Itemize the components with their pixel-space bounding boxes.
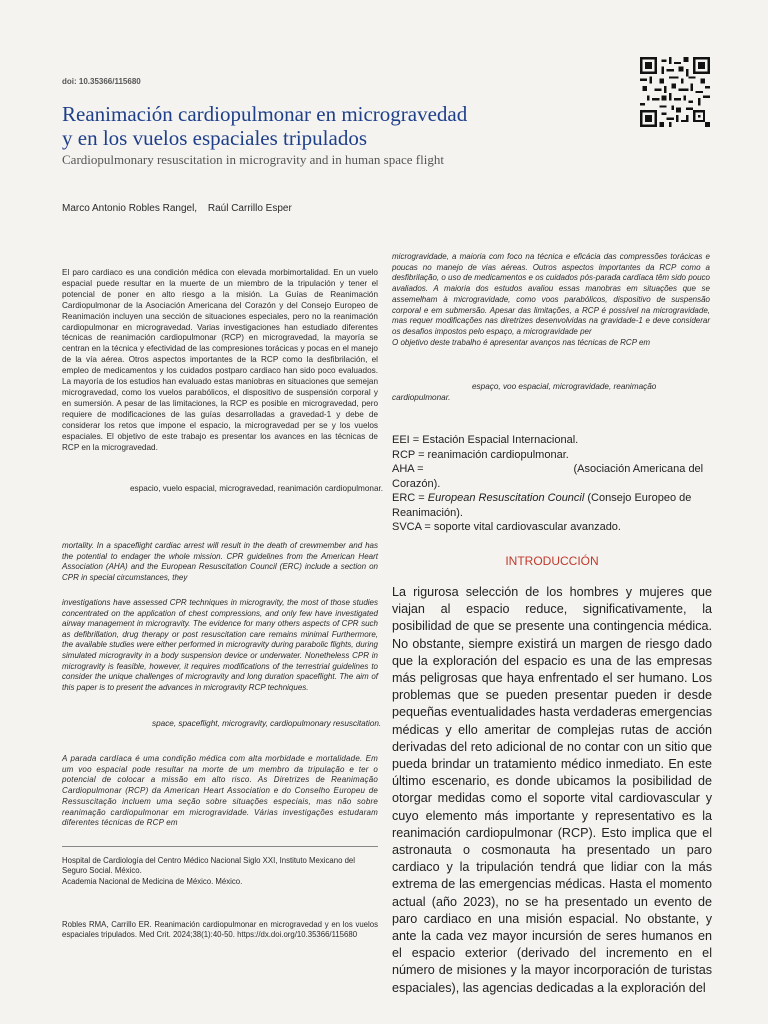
footnote-divider [62, 846, 378, 847]
doi: doi: 10.35366/115680 [62, 77, 141, 86]
abbr-eei: EEI = Estación Espacial Internacional. [392, 434, 579, 446]
title-line-1: Reanimación cardiopulmonar en microgravedad [62, 102, 468, 126]
abbr-aha [392, 462, 712, 491]
abstract-pt-part-1: A parada cardíaca é uma condição médica com alta morbidade e mortalidade. Em um voo espacial pode resultar na morte de um membro da tripulação e ter o potencial de colocar a missão em alto risco. As Diretrizes de Reanimação Cardiopulmonar (RCP) da American Heart Association e do Conselho Europeu de Ressuscitação incluem uma seção sobre situações especiais, mas não sobre reanimação cardiopulmonar em microgravidade. Várias investigações estudaram diferentes técnicas de RCP em [62, 754, 378, 828]
keywords-en: space, spaceflight, microgravity, cardiopulmonary resuscitation. [152, 719, 382, 728]
citation: Robles RMA, Carrillo ER. Reanimación cardiopulmonar en microgravedad y en los vuelos espaciales tripulados. Med Crit. 2024;38(1):40-50. https://dx.doi.org/10.35366/115680 [62, 920, 378, 940]
abbr-erc [392, 491, 712, 520]
keywords-es: espacio, vuelo espacial, microgravedad, reanimación cardiopulmonar. [130, 484, 384, 493]
article-subtitle: Cardiopulmonary resuscitation in microgravity and in human space flight [62, 152, 444, 167]
affiliations [62, 856, 378, 887]
abstract-en-part-2: investigations have assessed CPR techniques in microgravity, the most of those studies concentrated on the application of chest compressions, and only few have investigated airway management in microgravity. The evidence for many others aspects of CPR such as defibrillation, drug therapy or post resuscitation care remains minimal Furthermore, the available studies were either performed in microgravity during parabolic flights, during simulated microgravity in a body suspension device or underwater. Nonetheless CPR in microgravity is feasible, however, it requires modifications of the terrestrial guidelines to consider the unique challenges of microgravity and long duration spaceflight. The aim of this paper is to present the advances in microgravity RCP techniques. [62, 598, 378, 692]
affiliation-1: Hospital de Cardiología del Centro Médico Nacional Siglo XXI, Instituto Mexicano del Seguro Social. México. [62, 856, 355, 876]
author-2: Raúl Carrillo Esper [207, 203, 292, 214]
keywords-pt: espaço, voo espacial, microgravidade, reanimação [472, 382, 657, 391]
keywords-pt-continued: cardiopulmonar. [392, 393, 451, 402]
article-title [62, 102, 602, 150]
abstract-en-part-1: mortality. In a spaceflight cardiac arrest will result in the death of crewmember and has the potential to endager the whole mission. CPR guidelines from the American Heart Association (AHA) and the European Resuscitation Council (ERC) include a section on CPR in special circumstances, they [62, 541, 378, 582]
abbr-erc-key: ERC = [392, 492, 425, 504]
section-heading-introduccion: INTRODUCCIÓN [505, 554, 599, 568]
authors [62, 203, 292, 214]
author-1: Marco Antonio Robles Rangel, [62, 203, 198, 214]
abstract-es: El paro cardiaco es una condición médica con elevada morbimortalidad. En un vuelo espacial puede resultar en la muerte de un miembro de la tripulación y tener el potencial de poner en alto riesgo a la misión. La Guías de Reanimación Cardiopulmonar de la Asociación Americana del Corazón y del Consejo Europeo de Reanimación incluyen una sección de situaciones especiales, pero no la reanimación cardiopulmonar en microgravedad. Varias investigaciones han estudiado diferentes técnicas de reanimación cardiopulmonar (RCP) en microgravedad, la mayoría se centran en la técnica y efectividad de las compresiones torácicas y pocas en el manejo de la vía aérea. Otros aspectos importantes de la RCP como la desfibrilación, el empleo de medicamentos y los cuidados postparo cardiaco han sido poco evaluados. La mayoría de los estudios han evaluado estas maniobras en situaciones que semejan microgravedad, como los vuelos parabólicos, el dispositivo de suspensión corporal y en sumersión. A pesar de las limitaciones, la RCP es posible en microgravedad, pero requiere de modificaciones de las guías desarrolladas a gravedad-1 y debe de considerar los retos que impone el espacio, la microgravedad per se y los vuelos espaciales. El objetivo de este trabajo es presentar los avances en las técnicas de RCP en la microgravedad. [62, 268, 378, 452]
abstract-pt-text: microgravidade, a maioria com foco na técnica e eficácia das compressões torácicas e poucas no manejo de vias aéreas. Outros aspectos importantes da RCP como a desfibrilação, o uso de medicamentos e os cuidados pós-parada cardíaca têm sido pouco avaliados. A maioria dos estudos avaliou essas manobras em situações que se assemelham à microgravidade, como voos parabólicos, dispositivo de suspensão corporal e em submersão. Apesar das limitações, a RCP é possível na microgravidade, mas requer modificações nas diretrizes desenvolvidas na gravidade-1 e deve considerar os desafios impostos pelo espaço, a microgravidade per [392, 252, 710, 336]
abbr-rcp: RCP = reanimación cardiopulmonar. [392, 448, 569, 461]
abbr-erc-value: (Consejo Europeo de Reanimación). [392, 492, 692, 519]
introduction-text: La rigurosa selección de los hombres y mujeres que viajan al espacio reduce, significativamente, la posibilidad de que se presente una contingencia médica. No obstante, siempre existirá un margen de riesgo dado que la exploración del espacio es una de las empresas más peligrosas que haya enfrentado el ser humano. Los problemas que se pueden presentar pueden ir desde pequeñas eventualidades hasta verdaderas emergencias médicas y ello ameritar de complejas rutas de acción derivadas del reto adicional de no contar con un sitio que pueda brindar un tratamiento médico inmediato. En este último escenario, es donde ubicamos la posibilidad de otorgar medidas como el soporte vital cardiovascular y cuyo elemento más importante y representativo es la reanimación cardiopulmonar (RCP). Esto implica que el astronauta o cosmonauta ha presentado un paro cardiaco y la tripulación tendrá que lidiar con la más extrema de las emergencias médicas. Hasta el momento actual (año 2023), no se ha presentado un evento de paro cardiaco en una misión espacial. No obstante, y ante la cada vez mayor incursión de seres humanos en el espacio exterior (derivado del incremento en el número de misiones y la mayor incorporación de turistas espaciales), las agencias dedicadas a la exploración del [392, 585, 712, 995]
title-line-2: y en los vuelos espaciales tripulados [62, 126, 368, 150]
qr-code [640, 56, 710, 128]
abbr-aha-key: AHA = [392, 463, 424, 475]
abstract-pt-objective: O objetivo deste trabalho é apresentar avanços nas técnicas de RCP em [392, 337, 651, 347]
abbr-svca: SVCA = soporte vital cardiovascular avanzado. [392, 521, 621, 533]
affiliation-2: Academia Nacional de Medicina de México. México. [62, 876, 243, 886]
abbr-erc-english: European Resuscitation Council [427, 492, 585, 504]
abstract-pt-part-2 [392, 252, 710, 348]
abbr-aha-value: (Asociación Americana del Corazón). [392, 463, 704, 490]
abbreviations [392, 433, 712, 535]
